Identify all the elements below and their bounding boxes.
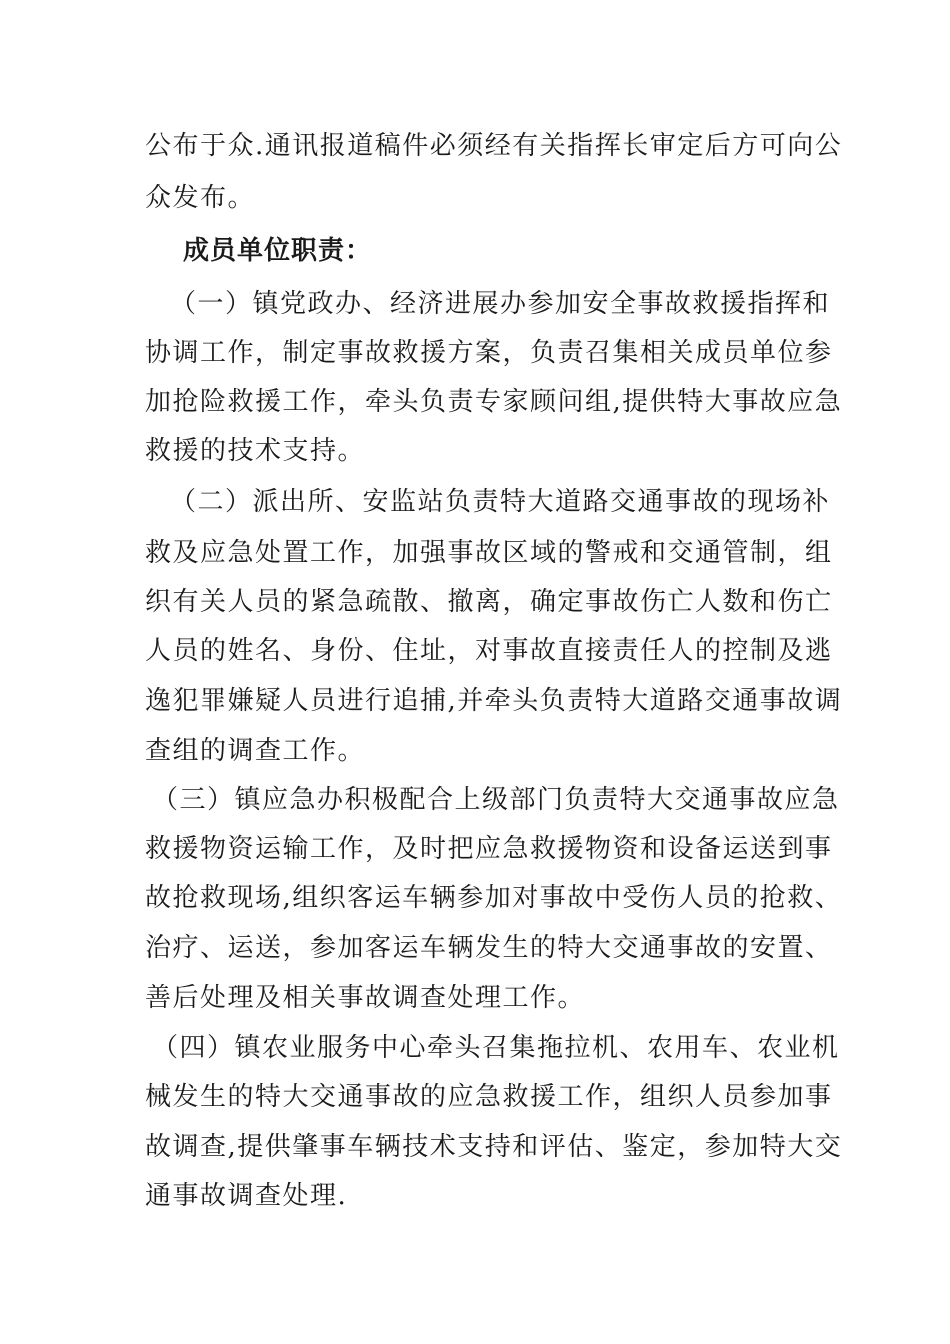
section-heading: 成员单位职责：	[183, 236, 373, 266]
section-2-line-3: 织有关人员的紧急疏散、撤离，确定事故伤亡人数和伤亡	[145, 587, 833, 617]
section-1-line-2: 协调工作，制定事故救援方案，负责召集相关成员单位参	[145, 338, 833, 368]
section-1-line-3: 加抢险救援工作，牵头负责专家顾问组,提供特大事故应急	[145, 387, 843, 417]
section-2-line-1: （二）派出所、安监站负责特大道路交通事故的现场补	[170, 487, 831, 517]
section-2-line-5: 逸犯罪嫌疑人员进行追捕,并牵头负责特大道路交通事故调	[145, 686, 843, 716]
section-1-line-1: （一）镇党政办、经济进展办参加安全事故救援指挥和	[170, 289, 831, 319]
section-3-line-1: （三）镇应急办积极配合上级部门负责特大交通事故应急	[152, 785, 840, 815]
section-3-line-3: 故抢救现场,组织客运车辆参加对事故中受伤人员的抢救、	[145, 883, 843, 913]
section-2-line-2: 救及应急处置工作，加强事故区域的警戒和交通管制，组	[145, 538, 833, 568]
section-3-line-2: 救援物资运输工作，及时把应急救援物资和设备运送到事	[145, 834, 833, 864]
section-4-line-3: 故调查,提供肇事车辆技术支持和评估、鉴定，参加特大交	[145, 1132, 843, 1162]
intro-line-2: 众发布。	[145, 183, 256, 213]
section-2-line-4: 人员的姓名、身份、住址，对事故直接责任人的控制及逃	[145, 636, 833, 666]
section-1-line-4: 救援的技术支持。	[145, 436, 366, 466]
section-3-line-4: 治疗、运送，参加客运车辆发生的特大交通事故的安置、	[145, 933, 833, 963]
section-4-line-2: 械发生的特大交通事故的应急救援工作，组织人员参加事	[145, 1082, 833, 1112]
section-4-line-4: 通事故调查处理.	[145, 1181, 348, 1211]
section-2-line-6: 查组的调查工作。	[145, 736, 366, 766]
intro-line-1: 公布于众.通讯报道稿件必须经有关指挥长审定后方可向公	[145, 131, 843, 161]
section-3-line-5: 善后处理及相关事故调查处理工作。	[145, 983, 586, 1013]
section-4-line-1: （四）镇农业服务中心牵头召集拖拉机、农用车、农业机	[152, 1033, 840, 1063]
